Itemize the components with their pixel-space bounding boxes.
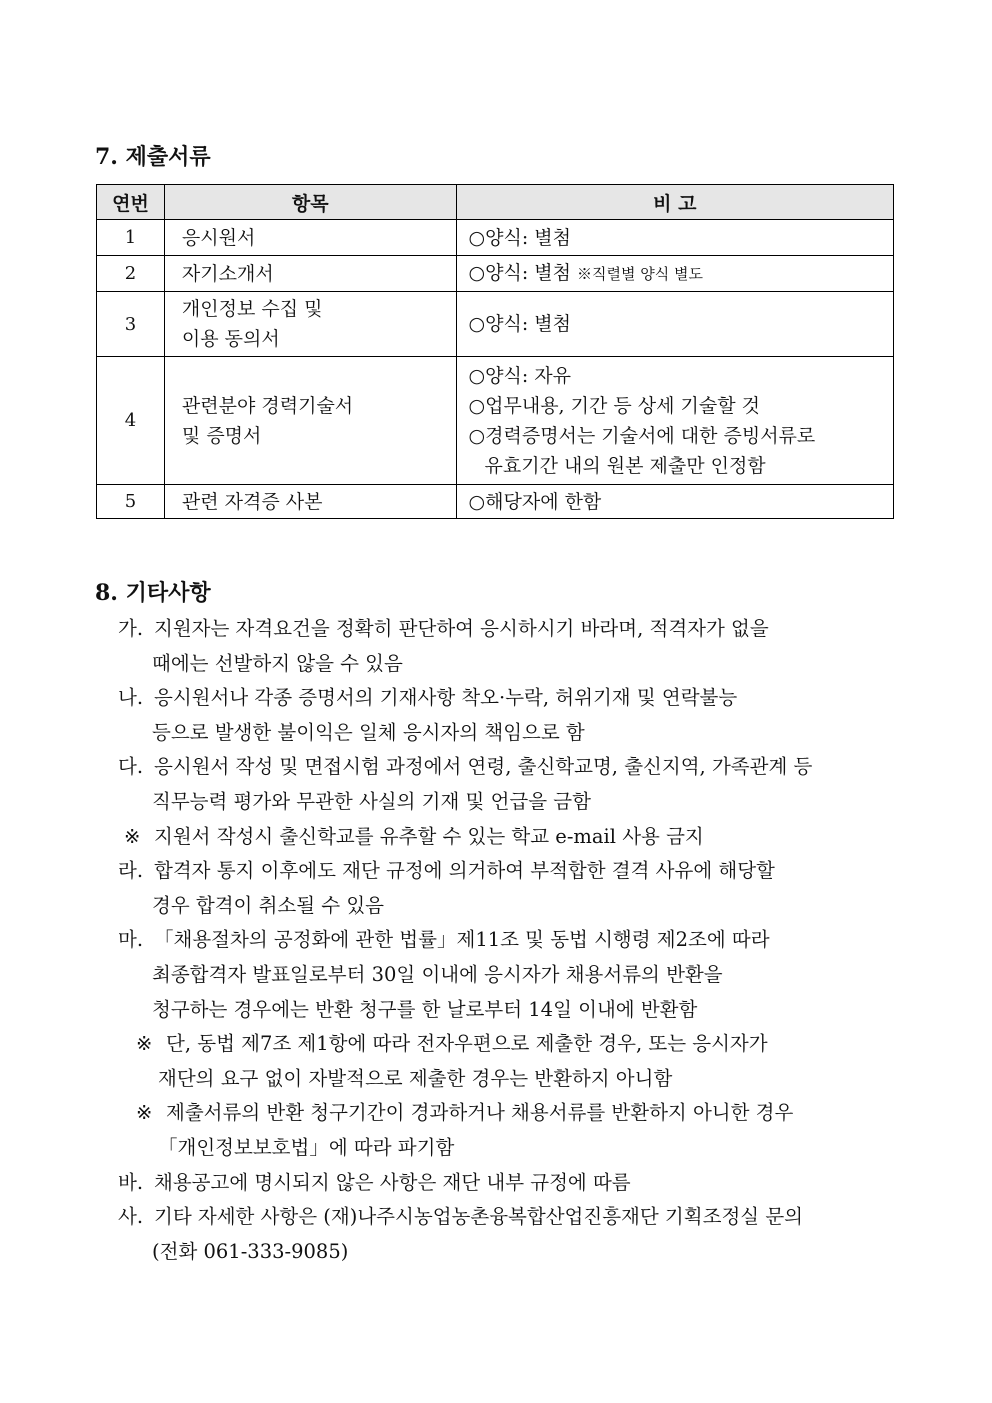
item-continuation: 직무능력 평가와 무관한 사실의 기재 및 언급을 금함 <box>152 789 591 813</box>
section-7-title: 7. 제출서류 <box>95 144 211 170</box>
item-line: 관련분야 경력기술서 <box>181 394 354 417</box>
item-label: 마. <box>118 928 144 952</box>
item-line: 자기소개서 <box>181 262 274 285</box>
note-text: 단, 동법 제7조 제1항에 따라 전자우편으로 제출한 경우, 또는 응시자가 <box>166 1032 768 1056</box>
item-line: 및 증명서 <box>181 424 262 447</box>
row-number: 5 <box>97 485 165 519</box>
note-extra: ※직렬별 양식 별도 <box>577 265 703 283</box>
item-line: 개인정보 수집 및 <box>181 298 323 320</box>
table-row <box>97 256 894 292</box>
section-8-title: 8. 기타사항 <box>95 580 211 606</box>
list-note <box>118 1096 900 1131</box>
list-note <box>118 1027 900 1062</box>
documents-table <box>96 184 894 519</box>
list-item <box>118 1166 900 1201</box>
header-item: 항목 <box>164 185 456 220</box>
note-line: ○해당자에 한함 <box>468 490 602 513</box>
note-mark: ※ <box>136 1101 153 1125</box>
row-item <box>164 256 456 292</box>
item-line: 응시원서 <box>181 226 256 249</box>
item-line: 관련 자격증 사본 <box>181 490 323 513</box>
row-note <box>456 357 893 485</box>
item-label: 나. <box>118 686 144 710</box>
item-label: 다. <box>118 755 144 779</box>
item-text: 응시원서 작성 및 면접시험 과정에서 연령, 출신학교명, 출신지역, 가족관계 등 <box>154 755 813 779</box>
list-item <box>118 750 900 785</box>
table-row <box>97 357 894 485</box>
row-number: 3 <box>97 292 165 357</box>
list-item <box>118 854 900 889</box>
note-line: ○경력증명서는 기술서에 대한 증빙서류로 <box>468 424 816 447</box>
header-number: 연번 <box>97 185 165 220</box>
item-continuation: 청구하는 경우에는 반환 청구를 한 날로부터 14일 이내에 반환함 <box>152 997 698 1021</box>
note-line: ○양식: 별첨 <box>468 262 571 284</box>
item-label: 가. <box>118 617 144 640</box>
row-note <box>456 485 893 519</box>
list-item <box>118 1200 900 1235</box>
row-note <box>456 220 893 256</box>
item-continuation: (전화 061-333-9085) <box>152 1239 349 1263</box>
item-label: 라. <box>118 859 144 883</box>
note-text: 제출서류의 반환 청구기간이 경과하거나 채용서류를 반환하지 아니한 경우 <box>166 1101 794 1125</box>
table-row <box>97 292 894 357</box>
note-line: 유효기간 내의 원본 제출만 인정함 <box>484 454 766 477</box>
list-item <box>118 681 900 716</box>
item-text: 「채용절차의 공정화에 관한 법률」제11조 및 동법 시행령 제2조에 따라 <box>154 928 770 952</box>
note-mark: ※ <box>136 1032 153 1056</box>
item-text: 채용공고에 명시되지 않은 사항은 재단 내부 규정에 따름 <box>154 1170 631 1194</box>
row-number: 4 <box>97 357 165 485</box>
table-header-row <box>97 185 894 220</box>
note-line: ○양식: 별첨 <box>468 313 571 335</box>
note-text: 지원서 작성시 출신학교를 유추할 수 있는 학교 e-mail 사용 금지 <box>154 824 704 848</box>
note-continuation: 「개인정보보호법」에 따라 파기함 <box>158 1135 455 1159</box>
note-mark: ※ <box>124 824 141 848</box>
row-note <box>456 292 893 357</box>
row-number: 2 <box>97 256 165 292</box>
note-continuation: 재단의 요구 없이 자발적으로 제출한 경우는 반환하지 아니함 <box>158 1066 673 1090</box>
header-note: 비 고 <box>456 185 893 220</box>
item-continuation: 경우 합격이 취소될 수 있음 <box>152 893 385 917</box>
row-item <box>164 357 456 485</box>
list-item <box>118 923 900 958</box>
list-item <box>118 612 900 647</box>
row-item <box>164 220 456 256</box>
item-text: 합격자 통지 이후에도 재단 규정에 의거하여 부적합한 결격 사유에 해당할 <box>154 859 775 883</box>
item-label: 사. <box>118 1205 144 1229</box>
list-note <box>118 820 900 855</box>
row-item <box>164 292 456 357</box>
table-row <box>97 485 894 519</box>
item-line: 이용 동의서 <box>181 328 280 350</box>
item-continuation: 때에는 선발하지 않을 수 있음 <box>152 651 403 675</box>
table-row <box>97 220 894 256</box>
item-label: 바. <box>118 1170 144 1194</box>
item-text: 지원자는 자격요건을 정확히 판단하여 응시하시기 바라며, 적격자가 없을 <box>154 617 769 640</box>
item-text: 응시원서나 각종 증명서의 기재사항 착오·누락, 허위기재 및 연락불능 <box>154 686 738 710</box>
item-text: 기타 자세한 사항은 (재)나주시농업농촌융복합산업진흥재단 기획조정실 문의 <box>154 1205 803 1229</box>
item-continuation: 등으로 발생한 불이익은 일체 응시자의 책임으로 함 <box>152 720 585 744</box>
note-line: ○양식: 자유 <box>468 364 571 387</box>
item-continuation: 최종합격자 발표일로부터 30일 이내에 응시자가 채용서류의 반환을 <box>152 962 723 986</box>
note-line: ○업무내용, 기간 등 상세 기술할 것 <box>468 394 760 417</box>
other-notes-list <box>118 612 900 1269</box>
row-item <box>164 485 456 519</box>
row-note <box>456 256 893 292</box>
note-line: ○양식: 별첨 <box>468 226 571 249</box>
row-number: 1 <box>97 220 165 256</box>
